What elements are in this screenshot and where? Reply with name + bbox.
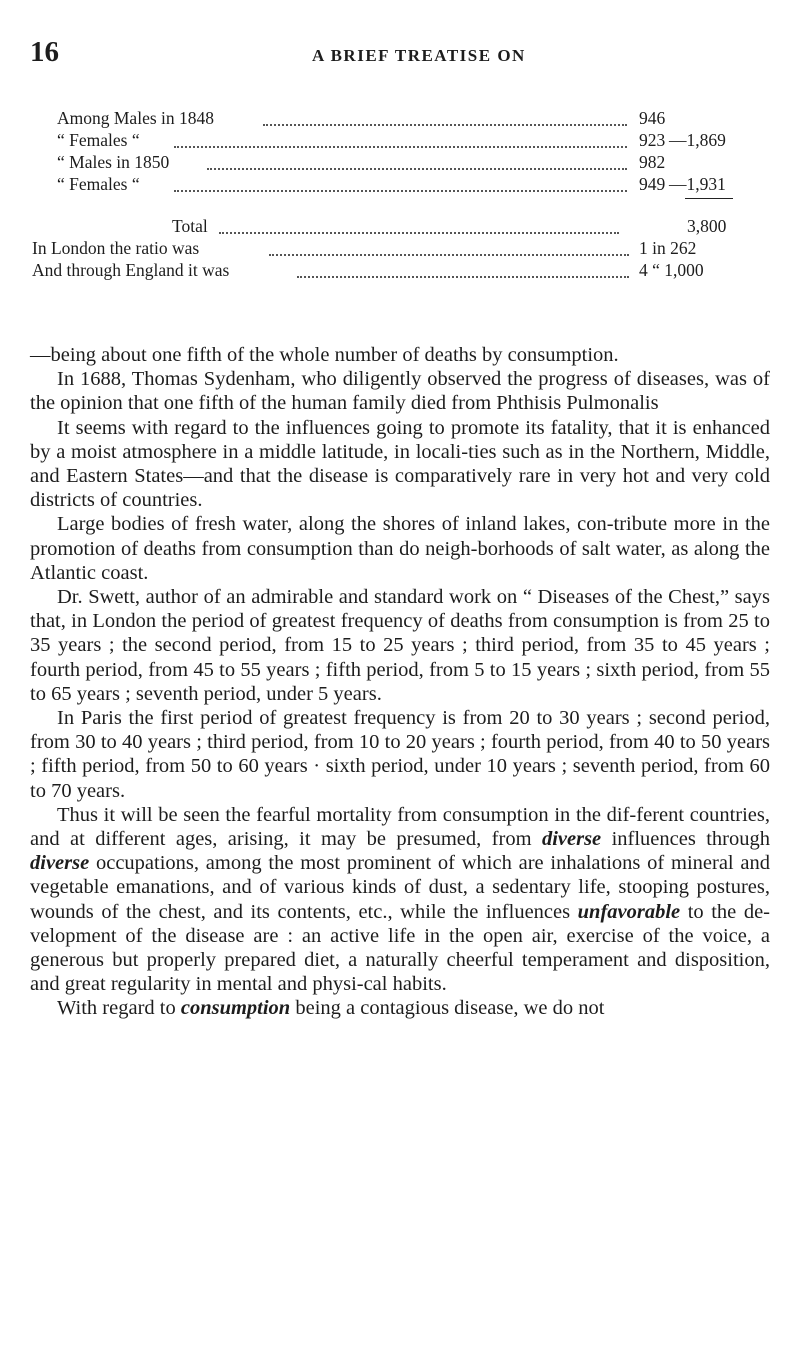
paragraph [30,996,770,1020]
italic-term: diverse [541,828,602,851]
dot-leader [263,102,627,126]
total-value: 3,800 [687,216,727,236]
ratio-value: 1 in 262 [639,238,697,258]
text-run: Thus it will be seen the fearful mortality from consumption in the dif-ferent countries, and at different ages, arising, it may be presumed, from [30,803,770,851]
dot-leader [174,168,627,192]
paragraph [30,803,770,997]
paragraph: In Paris the first period of greatest frequency is from 20 to 30 years ; second period, from 30 to 40 years ; third period, from 10 to 20 years ; fourth period, from 40 to 50 years ; fifth period, from 50 to 60 years · sixth period, under 10 years ; seventh period, from 60 to 70 years. [30,707,770,802]
ratio-value: 4 “ 1,000 [639,260,704,280]
paragraph: —being about one fifth of the whole number of deaths by consumption. [30,344,619,366]
italic-term: unfavorable [577,900,681,923]
row-sum: —1,869 [669,130,726,150]
paragraph: Dr. Swett, author of an admirable and standard work on “ Diseases of the Chest,” says that, in London the period of greatest frequency of deaths from consumption is from 25 to 35 years ; the second period, from 15 to 25 years ; third period, from 35 to 45 years ; fourth period, from 45 to 55 years ; fifth period, from 5 to 15 years ; sixth period, from 55 to 65 years ; seventh period, under 5 years. [30,586,770,705]
row-label: “ Females “ [57,130,140,150]
dot-leader [297,254,629,278]
text-run: With regard to [57,997,176,1020]
paragraph: Large bodies of fresh water, along the shores of inland lakes, con-tribute more in the promotion of deaths from consumption than do neigh-borhoods of salt water, as along the Atlantic coast. [30,513,770,584]
italic-term: diverse [30,852,90,875]
ratio-row [32,259,757,281]
row-sum: —1,931 [669,174,726,194]
text-run: influences through [611,828,771,851]
page-header [30,36,770,76]
row-label: Among Males in 1848 [57,108,215,128]
total-label: Total [172,216,208,236]
row-label: “ Males in 1850 [57,152,170,172]
mortality-table [32,107,757,281]
ratio-label: And through England it was [32,260,230,280]
table-row [57,173,757,195]
paragraph: In 1688, Thomas Sydenham, who diligently observed the progress of diseases, was of the opinion that one fifth of the human family died from Phthisis Pulmonalis [30,368,770,415]
row-value: 946 [639,108,666,128]
page-number: 16 [30,36,59,68]
ratio-label: In London the ratio was [32,238,200,258]
row-label: “ Females “ [57,174,140,194]
dot-leader [269,232,629,256]
italic-term: consumption [180,997,291,1020]
dot-leader [174,124,627,148]
text-run: to the de-velopment of the disease are : an active life in the open air, exercise of the voice, a generous but properly prepared diet, a naturally cheerful temperament and disposition, and great regularity in mental and physi-cal habits. [30,900,770,996]
body-text [30,343,770,1021]
dot-leader [219,210,619,234]
running-head: A BRIEF TREATISE ON [312,46,526,65]
paragraph: It seems with regard to the influences going to promote its fatality, that it is enhanced by a moist atmosphere in a middle latitude, in locali-ties such as in the Northern, Middle, and Eastern States—and that the disease is comparatively rare in very hot and very cold districts of countries. [30,416,770,512]
sum-rule [685,198,733,199]
text-run: occupations, among the most prominent of which are inhalations of mineral and vegetable emanations, and of various kinds of dust, a sedentary life, stooping postures, wounds of the chest, and its contents, etc., while the influences [30,852,770,923]
row-value: 923 [639,130,666,150]
dot-leader [207,146,627,170]
row-value: 949 [639,174,666,194]
row-value: 982 [639,152,666,172]
text-run: being a contagious disease, we do not [295,997,605,1020]
